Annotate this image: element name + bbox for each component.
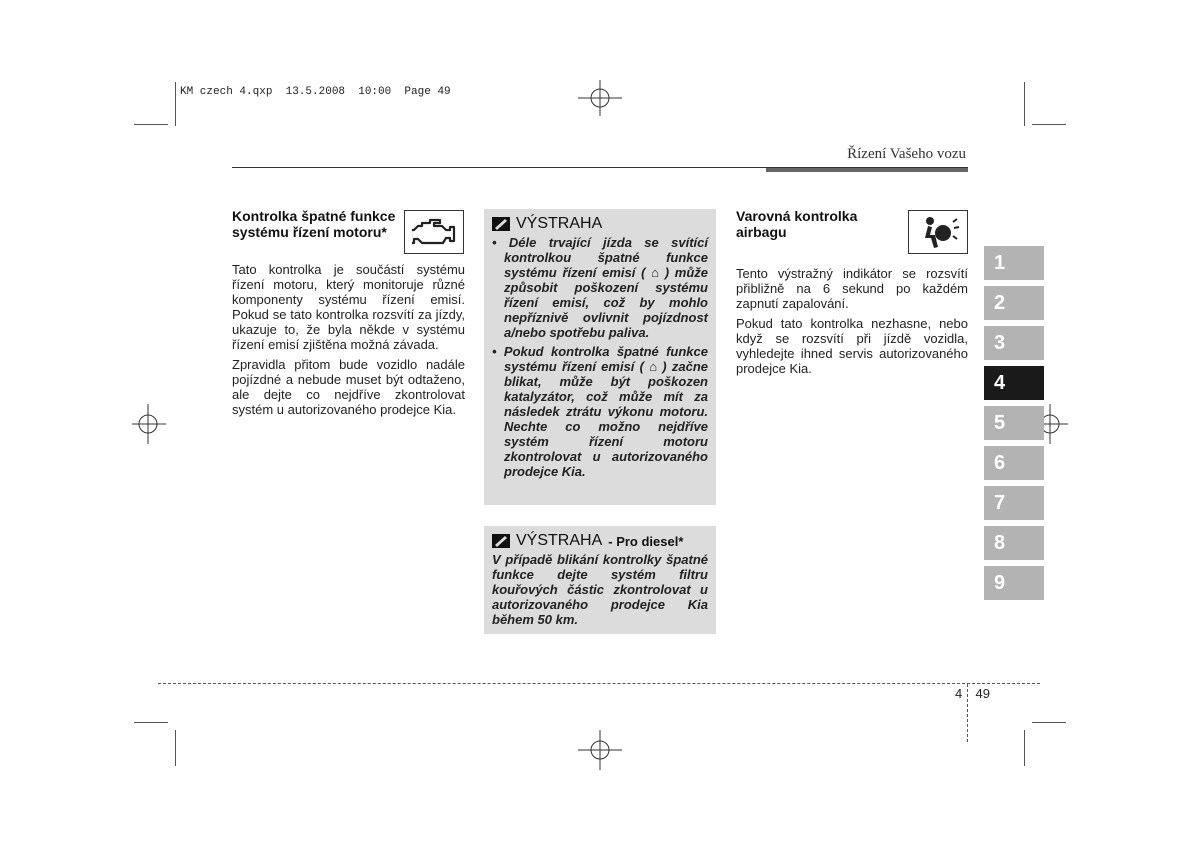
warning-box-emissions xyxy=(484,209,716,505)
warning-heading xyxy=(492,215,708,233)
registration-mark-bottom xyxy=(578,730,622,770)
warning-pencil-icon xyxy=(492,534,510,548)
chapter-tab-9[interactable]: 9 xyxy=(984,566,1044,600)
warning-item: • Déle trvající jízda se svítící kontrolkou špatné funkce systému řízení emisí ( ⌂ ) může způsobit poškození systému řízení emisí, což by mohlo nepříznivě ovlivnit pojízdnost a/nebo spotřebu paliva. xyxy=(492,235,708,340)
warning-box-diesel xyxy=(484,526,716,634)
chapter-tab-4[interactable]: 4 xyxy=(984,366,1044,400)
crop-mark xyxy=(1032,124,1066,125)
paragraph: Pokud tato kontrolka nezhasne, nebo když se rozsvítí při jízdě vozidla, vyhledejte ihned servis autorizovaného prodejce Kia. xyxy=(736,316,968,376)
crop-mark xyxy=(1024,730,1025,766)
registration-mark-left xyxy=(132,404,166,444)
chapter-tab-8[interactable]: 8 xyxy=(984,526,1044,560)
crop-mark xyxy=(134,124,168,125)
airbag-warning-section xyxy=(736,208,968,381)
paragraph: Tato kontrolka je součástí systému řízení motoru, který monitoruje různé komponenty systému řízení emisí. Pokud se tato kontrolka rozsvítí za jízdy, ukazuje to, že byla někde v systému řízení emisí zjištěna možná závada. xyxy=(232,262,465,352)
chapter-tab-5[interactable]: 5 xyxy=(984,406,1044,440)
chapter-header-title: Řízení Vašeho vozu xyxy=(847,146,966,162)
chapter-tabs xyxy=(984,246,1044,606)
paragraph: Zpravidla přitom bude vozidlo nadále pojízdné a nebude muset být odtaženo, ale dejte co nejdříve zkontrolovat systém u autorizovaného prodejce Kia. xyxy=(232,357,465,417)
warning-text: V případě blikání kontrolky špatné funkce dejte systém filtru kouřových částic zkontrolovat u autorizovaného prodejce Kia během 50 km. xyxy=(492,552,708,627)
chapter-tab-7[interactable]: 7 xyxy=(984,486,1044,520)
print-header-line: KM czech 4.qxp 13.5.2008 10:00 Page 49 xyxy=(180,86,451,98)
footer-rule xyxy=(158,683,1040,684)
page-num: 49 xyxy=(975,686,990,701)
chapter-tab-2[interactable]: 2 xyxy=(984,286,1044,320)
page-chapter: 4 xyxy=(955,686,963,701)
paragraph: Tento výstražný indikátor se rozsvítí přibližně na 6 sekund po každém zapnutí zapalování. xyxy=(736,266,968,311)
engine-check-icon xyxy=(404,210,464,254)
registration-mark-top xyxy=(578,80,622,116)
crop-mark xyxy=(1032,722,1066,723)
warning-title: VÝSTRAHA xyxy=(516,215,603,232)
warning-subtitle: - Pro diesel* xyxy=(608,533,684,549)
page-number xyxy=(955,686,990,701)
chapter-tab-1[interactable]: 1 xyxy=(984,246,1044,280)
warning-pencil-icon xyxy=(492,217,510,231)
section-title: Kontrolka špatné funkce systému řízení motoru* xyxy=(232,208,396,240)
warning-heading xyxy=(492,532,708,550)
crop-mark xyxy=(134,722,168,723)
warning-title: VÝSTRAHA xyxy=(516,532,603,549)
engine-malfunction-section xyxy=(232,208,465,422)
airbag-warning-icon xyxy=(908,210,968,254)
header-accent-bar xyxy=(766,168,968,172)
section-title: Varovná kontrolka airbagu xyxy=(736,208,858,240)
chapter-tab-6[interactable]: 6 xyxy=(984,446,1044,480)
crop-mark xyxy=(175,730,176,766)
warning-item: • Pokud kontrolka špatné funkce systému řízení emisí ( ⌂ ) začne blikat, může být poškozen katalyzátor, což může mít za následek ztrátu výkonu motoru. Nechte co možno nejdříve systém řízení motoru zkontrolovat u autorizovaného prodejce Kia. xyxy=(492,344,708,479)
crop-mark xyxy=(1024,82,1025,126)
crop-mark xyxy=(175,82,176,126)
chapter-tab-3[interactable]: 3 xyxy=(984,326,1044,360)
